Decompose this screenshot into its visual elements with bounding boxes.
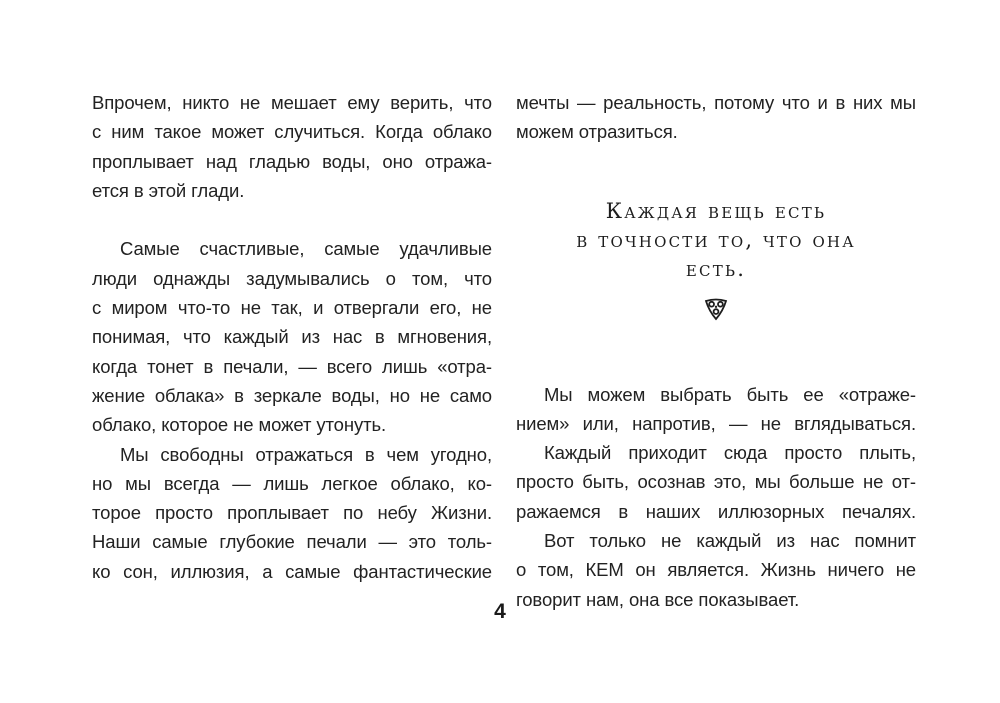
text-line: с миром что-то не так, и отвергали его, не: [92, 297, 492, 319]
paragraph: [92, 234, 492, 439]
text-line: просто быть, осознав это, мы больше не от-: [516, 471, 916, 493]
quote-line: в точности то, что она: [576, 227, 856, 252]
left-column: [92, 88, 492, 586]
paragraph-continuation: [516, 88, 916, 147]
quote-line: есть.: [685, 256, 747, 281]
text-line: нием» или, напротив, — не вглядываться.: [516, 412, 916, 434]
text-line: Самые счастливые, самые удачливые: [120, 238, 492, 260]
triquetra-ornament-icon: [703, 296, 729, 322]
text-line: ется в этой глади.: [92, 179, 245, 201]
text-line: говорит нам, она все показывает.: [516, 588, 800, 610]
paragraph-gap: [92, 205, 492, 234]
paragraph: [92, 88, 492, 205]
right-column: [516, 88, 916, 614]
text-line: жение облака» в зеркале воды, но не само: [92, 384, 492, 406]
text-line: торое просто проплывает по небу Жизни.: [92, 502, 492, 524]
text-line: с ним такое может случиться. Когда облако: [92, 121, 492, 143]
quote-line: Каждая вещь есть: [605, 198, 827, 223]
text-line: но мы всегда — лишь легкое облако, ко-: [92, 472, 492, 494]
text-line: люди однажды задумывались о том, что: [92, 267, 492, 289]
text-line: ражаемся в наших иллюзорных печалях.: [516, 500, 916, 522]
text-line: мечты — реальность, потому что и в них мы: [516, 92, 916, 113]
text-line: Каждый приходит сюда просто плыть,: [544, 442, 916, 464]
text-line: ко сон, иллюзия, а самые фантастические: [92, 560, 492, 582]
paragraph: [92, 440, 492, 586]
paragraph: [516, 438, 916, 526]
paragraph: [516, 380, 916, 439]
text-line: Мы свободны отражаться в чем угодно,: [120, 443, 492, 465]
text-line: Наши самые глубокие печали — это толь-: [92, 531, 492, 553]
pull-quote: [516, 197, 916, 322]
text-line: можем отразиться.: [516, 121, 678, 143]
text-line: когда тонет в печали, — всего лишь «отра-: [92, 355, 492, 377]
text-line: о том, КЕМ он является. Жизнь ничего не: [516, 559, 916, 581]
page-number: 4: [494, 600, 506, 623]
right-body: [516, 380, 916, 614]
text-line: проплывает над гладью воды, оно отража-: [92, 150, 492, 172]
text-line: облако, которое не может утонуть.: [92, 414, 387, 436]
text-line: Мы можем выбрать быть ее «отраже-: [544, 383, 916, 405]
text-line: Впрочем, никто не мешает ему верить, что: [92, 92, 492, 113]
text-line: Вот только не каждый из нас помнит: [544, 530, 916, 552]
text-line: понимая, что каждый из нас в мгновения,: [92, 326, 492, 348]
